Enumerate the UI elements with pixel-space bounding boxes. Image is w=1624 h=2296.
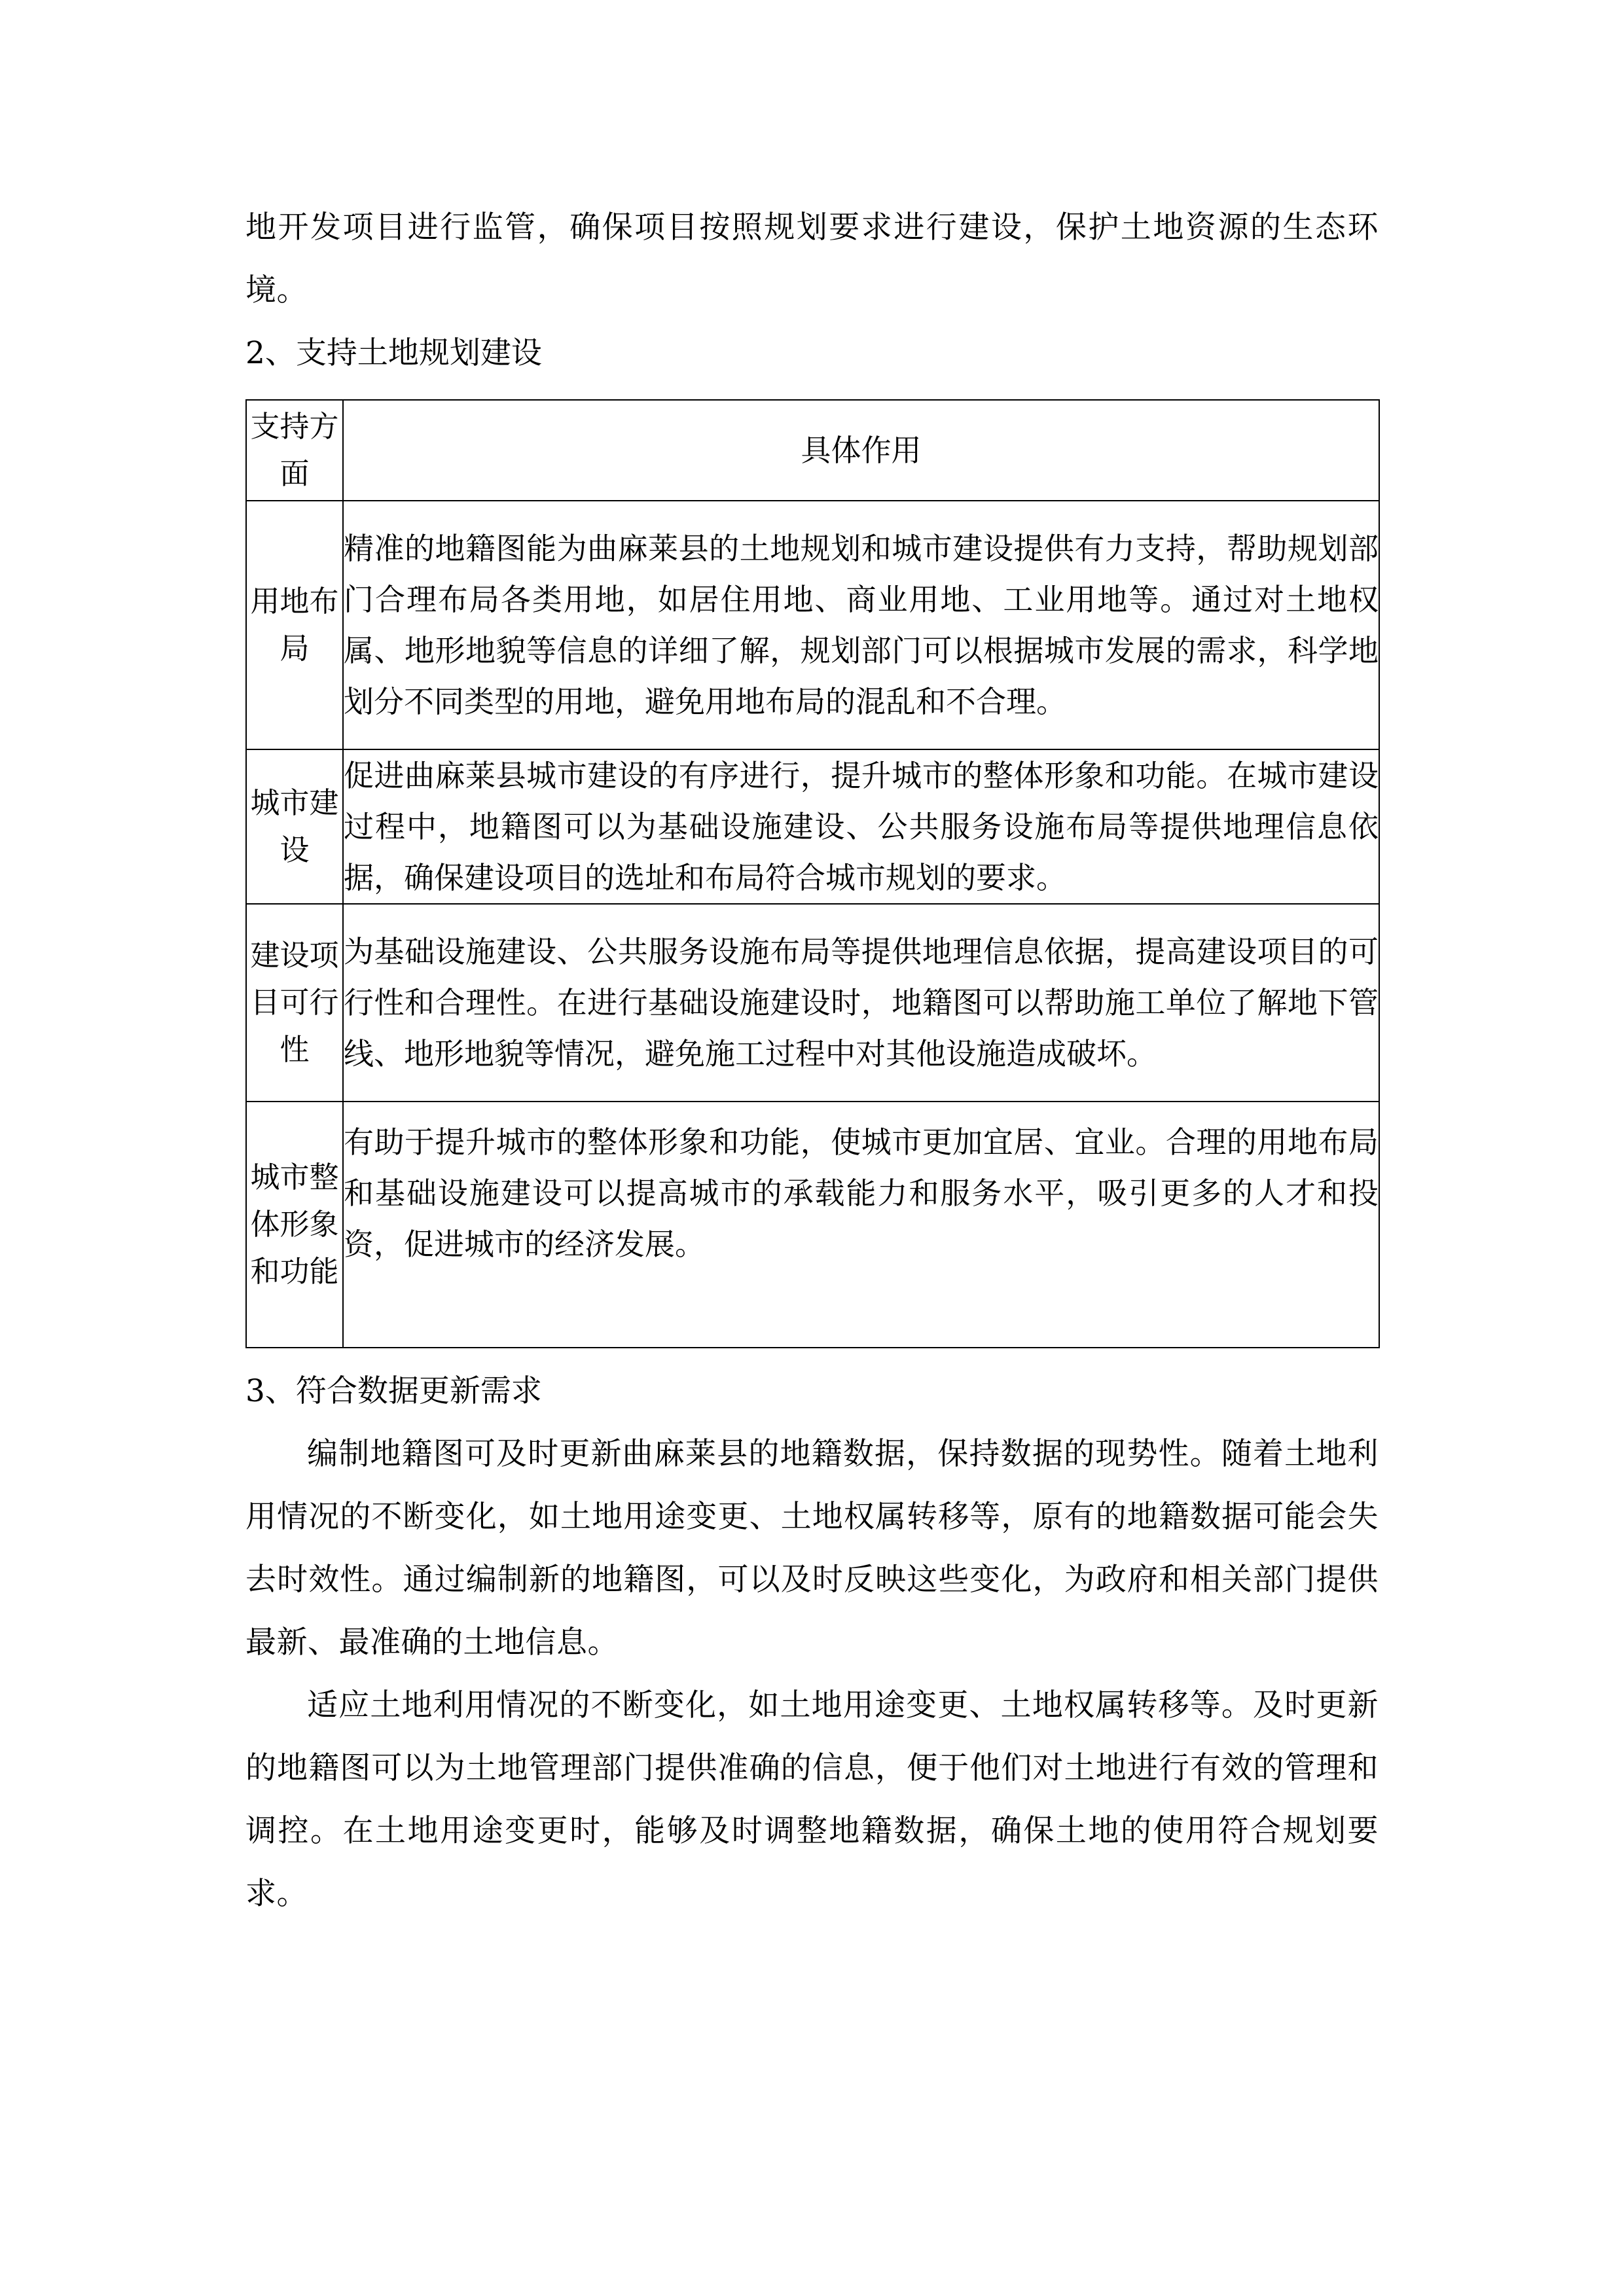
- table-cell-effect: 促进曲麻莱县城市建设的有序进行，提升城市的整体形象和功能。在城市建设过程中，地籍图可以为基础设施建设、公共服务设施布局等提供地理信息依据，确保建设项目的选址和布局符合城市规划的要求。: [343, 749, 1379, 904]
- table-cell-effect: 精准的地籍图能为曲麻莱县的土地规划和城市建设提供有力支持，帮助规划部门合理布局各类用地，如居住用地、商业用地、工业用地等。通过对土地权属、地形地貌等信息的详细了解，规划部门可以根据城市发展的需求，科学地划分不同类型的用地，避免用地布局的混乱和不合理。: [343, 501, 1379, 749]
- table-row: [246, 501, 1379, 749]
- section-heading-3: 3、符合数据更新需求: [245, 1373, 542, 1409]
- table-cell-aspect: 用地布局: [246, 501, 343, 749]
- body-paragraph-2: 适应土地利用情况的不断变化，如土地用途变更、土地权属转移等。及时更新的地籍图可以为土地管理部门提供准确的信息，便于他们对土地进行有效的管理和调控。在土地用途变更时，能够及时调整地籍数据，确保土地的使用符合规划要求。: [245, 1687, 1379, 1912]
- table-cell-aspect: 建设项目可行性: [246, 904, 343, 1102]
- table-cell-effect: 有助于提升城市的整体形象和功能，使城市更加宜居、宜业。合理的用地布局和基础设施建设可以提高城市的承载能力和服务水平，吸引更多的人才和投资，促进城市的经济发展。: [343, 1102, 1379, 1348]
- table-row: [246, 749, 1379, 904]
- page-content: [245, 196, 1379, 1926]
- table-row: [246, 1102, 1379, 1348]
- section-heading-2: 2、支持土地规划建设: [245, 335, 542, 371]
- table-header-effect: 具体作用: [343, 400, 1379, 501]
- table-cell-effect: 为基础设施建设、公共服务设施布局等提供地理信息依据，提高建设项目的可行性和合理性。在进行基础设施建设时，地籍图可以帮助施工单位了解地下管线、地形地貌等情况，避免施工过程中对其他设施造成破坏。: [343, 904, 1379, 1102]
- table-cell-aspect: 城市整体形象和功能: [246, 1102, 343, 1348]
- support-aspects-table: [245, 399, 1380, 1348]
- continuation-paragraph: 地开发项目进行监管，确保项目按照规划要求进行建设，保护土地资源的生态环境。: [245, 209, 1379, 308]
- table-top-spacer: [245, 385, 1379, 399]
- table-bottom-spacer: [245, 1348, 1379, 1360]
- table-header-row: [246, 400, 1379, 501]
- table-cell-aspect: 城市建设: [246, 749, 343, 904]
- table-row: [246, 904, 1379, 1102]
- body-paragraph-1: 编制地籍图可及时更新曲麻莱县的地籍数据，保持数据的现势性。随着土地利用情况的不断变化，如土地用途变更、土地权属转移等，原有的地籍数据可能会失去时效性。通过编制新的地籍图，可以及时反映这些变化，为政府和相关部门提供最新、最准确的土地信息。: [245, 1436, 1379, 1660]
- table-header-aspect: 支持方面: [246, 400, 343, 501]
